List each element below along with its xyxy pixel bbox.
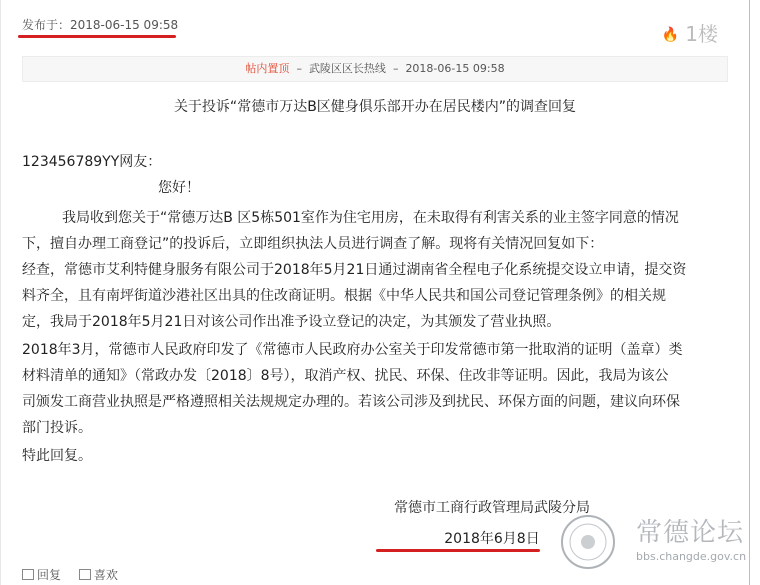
breadcrumb-separator: – <box>392 62 399 75</box>
red-underline-mark <box>18 35 176 38</box>
body-line: 部门投诉。 <box>22 420 92 436</box>
red-underline-mark <box>376 549 540 552</box>
salutation: 123456789YY网友： <box>22 154 162 170</box>
board-link[interactable]: 武陵区区长热线 <box>308 62 386 75</box>
forum-seal-logo <box>556 512 620 572</box>
breadcrumb-time: 2018-06-15 09:58 <box>405 62 505 75</box>
body-line: 特此回复。 <box>22 448 92 464</box>
forum-watermark: 常德论坛 <box>636 518 745 548</box>
like-button[interactable] <box>79 566 118 583</box>
reply-label: 回复 <box>37 568 62 582</box>
body-line: 材料清单的通知》（常政办发〔2018〕8号），取消产权、扰民、环保、住改非等证明。因此，我局为该公 <box>22 368 669 384</box>
forum-watermark-url: bbs.changde.gov.cn <box>636 550 747 563</box>
body-line: 2018年3月，常德市人民政府印发了《常德市人民政府办公室关于印发常德市第一批取消的证明（盖章）类 <box>22 342 683 358</box>
signature-date: 2018年6月8日 <box>444 531 540 547</box>
breadcrumb-separator: – <box>296 62 302 75</box>
signature-org: 常德市工商行政管理局武陵分局 <box>394 500 590 516</box>
floor-label: 1楼 <box>685 22 718 46</box>
letter-title: 关于投诉“常德市万达B区健身俱乐部开办在居民楼内”的调查回复 <box>173 99 577 115</box>
breadcrumb <box>22 56 728 82</box>
reply-icon <box>22 569 34 580</box>
reply-button[interactable] <box>22 566 61 583</box>
post-timestamp: 发布于：2018-06-15 09:58 <box>22 18 179 32</box>
floor-badge <box>662 18 718 47</box>
pinned-link[interactable]: 帖内置顶 <box>245 62 290 75</box>
body-line: 下，擅自办理工商登记”的投诉后，立即组织执法人员进行调查了解。现将有关情况回复如下： <box>22 236 604 252</box>
body-line: 经查，常德市艾利特健身服务有限公司于2018年5月21日通过湖南省全程电子化系统提交设立申请，提交资 <box>22 262 687 278</box>
body-line: 定，我局于2018年5月21日对该公司作出准予设立登记的决定，为其颁发了营业执照。 <box>22 314 561 330</box>
body-line: 我局收到您关于“常德万达B 区5栋501室作为住宅用房，在未取得有利害关系的业主签字同意的情况 <box>62 210 679 226</box>
flame-icon: 🔥 <box>661 27 680 43</box>
post-actions <box>22 566 132 583</box>
body-line: 料齐全，且有南坪街道沙港社区出具的住改商证明。根据《中华人民共和国公司登记管理条例》的相关规 <box>22 288 666 304</box>
heart-icon <box>79 569 91 580</box>
like-label: 喜欢 <box>93 568 118 582</box>
body-line: 司颁发工商营业执照是严格遵照相关法规规定办理的。若该公司涉及到扰民、环保方面的问题，建议向环保 <box>22 394 680 410</box>
greeting: 您好！ <box>158 180 200 196</box>
